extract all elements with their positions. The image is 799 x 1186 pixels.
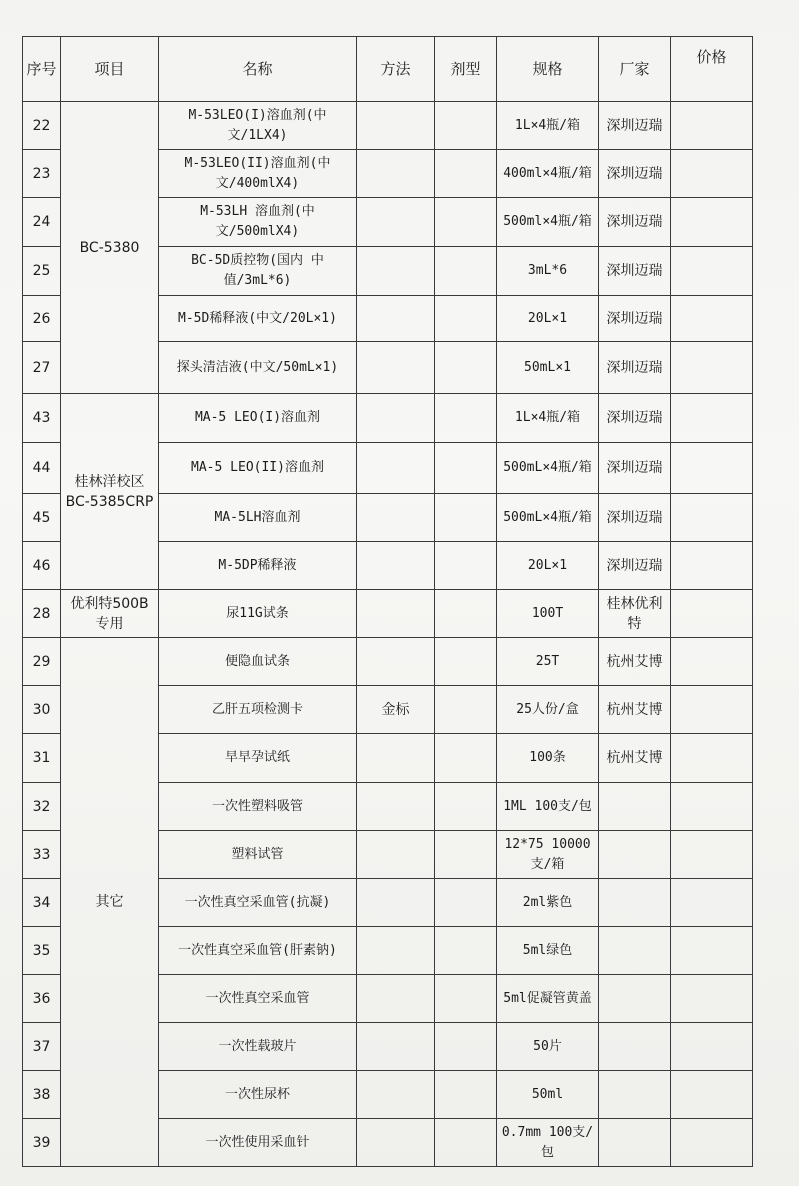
item-price	[671, 542, 753, 590]
project-cell: 桂林洋校区BC-5385CRP	[61, 394, 159, 590]
item-maker: 深圳迈瑞	[599, 296, 671, 342]
item-maker: 深圳迈瑞	[599, 198, 671, 247]
item-method	[357, 150, 435, 198]
table-row	[23, 102, 753, 150]
item-form	[435, 342, 497, 394]
row-seq: 22	[23, 102, 61, 150]
item-form	[435, 198, 497, 247]
item-method	[357, 247, 435, 296]
item-form	[435, 443, 497, 494]
header-price: 价格	[671, 37, 753, 102]
row-seq: 26	[23, 296, 61, 342]
item-price	[671, 927, 753, 975]
table-header-row	[23, 37, 753, 102]
item-maker: 深圳迈瑞	[599, 150, 671, 198]
item-method	[357, 879, 435, 927]
table-row	[23, 638, 753, 686]
item-price	[671, 342, 753, 394]
item-price	[671, 831, 753, 879]
item-form	[435, 247, 497, 296]
item-maker	[599, 1071, 671, 1119]
row-seq: 34	[23, 879, 61, 927]
item-price	[671, 247, 753, 296]
item-spec: 20L×1	[497, 296, 599, 342]
row-seq: 31	[23, 734, 61, 783]
item-maker: 深圳迈瑞	[599, 542, 671, 590]
item-form	[435, 638, 497, 686]
row-seq: 38	[23, 1071, 61, 1119]
item-form	[435, 542, 497, 590]
row-seq: 25	[23, 247, 61, 296]
item-name: 塑料试管	[159, 831, 357, 879]
item-method	[357, 394, 435, 443]
item-form	[435, 783, 497, 831]
item-name: 一次性真空采血管(肝素钠)	[159, 927, 357, 975]
header-form: 剂型	[435, 37, 497, 102]
item-form	[435, 150, 497, 198]
table-row	[23, 590, 753, 638]
item-spec: 500mL×4瓶/箱	[497, 443, 599, 494]
item-spec: 25人份/盒	[497, 686, 599, 734]
item-name: MA-5 LEO(II)溶血剂	[159, 443, 357, 494]
item-spec: 2ml紫色	[497, 879, 599, 927]
item-name: M-53LH 溶血剂(中文/500mlX4)	[159, 198, 357, 247]
row-seq: 27	[23, 342, 61, 394]
item-form	[435, 879, 497, 927]
header-spec: 规格	[497, 37, 599, 102]
item-form	[435, 686, 497, 734]
item-spec: 5ml促凝管黄盖	[497, 975, 599, 1023]
item-spec: 0.7mm 100支/包	[497, 1119, 599, 1167]
item-price	[671, 686, 753, 734]
item-form	[435, 734, 497, 783]
item-spec: 1L×4瓶/箱	[497, 102, 599, 150]
item-maker	[599, 783, 671, 831]
row-seq: 44	[23, 443, 61, 494]
row-seq: 39	[23, 1119, 61, 1167]
item-method	[357, 1119, 435, 1167]
row-seq: 45	[23, 494, 61, 542]
item-method	[357, 342, 435, 394]
item-spec: 500ml×4瓶/箱	[497, 198, 599, 247]
item-name: M-5DP稀释液	[159, 542, 357, 590]
item-name: 一次性使用采血针	[159, 1119, 357, 1167]
row-seq: 30	[23, 686, 61, 734]
item-price	[671, 1023, 753, 1071]
item-spec: 1ML 100支/包	[497, 783, 599, 831]
item-form	[435, 1071, 497, 1119]
row-seq: 28	[23, 590, 61, 638]
header-method: 方法	[357, 37, 435, 102]
item-name: 探头清洁液(中文/50mL×1)	[159, 342, 357, 394]
item-spec: 400ml×4瓶/箱	[497, 150, 599, 198]
item-spec: 12*75 10000支/箱	[497, 831, 599, 879]
item-maker: 深圳迈瑞	[599, 494, 671, 542]
item-method	[357, 296, 435, 342]
item-spec: 100T	[497, 590, 599, 638]
row-seq: 43	[23, 394, 61, 443]
item-name: 一次性尿杯	[159, 1071, 357, 1119]
item-spec: 3mL*6	[497, 247, 599, 296]
item-price	[671, 102, 753, 150]
item-maker: 深圳迈瑞	[599, 102, 671, 150]
item-maker: 深圳迈瑞	[599, 342, 671, 394]
item-name: M-53LEO(II)溶血剂(中文/400mlX4)	[159, 150, 357, 198]
item-maker: 杭州艾博	[599, 686, 671, 734]
item-name: 一次性真空采血管(抗凝)	[159, 879, 357, 927]
item-maker	[599, 879, 671, 927]
row-seq: 36	[23, 975, 61, 1023]
item-maker	[599, 927, 671, 975]
item-method	[357, 638, 435, 686]
item-name: 一次性真空采血管	[159, 975, 357, 1023]
item-method	[357, 975, 435, 1023]
item-form	[435, 102, 497, 150]
project-cell: 其它	[61, 638, 159, 1167]
item-price	[671, 494, 753, 542]
item-spec: 1L×4瓶/箱	[497, 394, 599, 443]
table-row	[23, 394, 753, 443]
item-maker	[599, 831, 671, 879]
item-form	[435, 831, 497, 879]
item-name: 早早孕试纸	[159, 734, 357, 783]
item-price	[671, 1119, 753, 1167]
row-seq: 46	[23, 542, 61, 590]
item-method	[357, 542, 435, 590]
header-name: 名称	[159, 37, 357, 102]
item-spec: 50mL×1	[497, 342, 599, 394]
item-spec: 50片	[497, 1023, 599, 1071]
item-price	[671, 638, 753, 686]
item-maker	[599, 975, 671, 1023]
item-maker: 杭州艾博	[599, 734, 671, 783]
item-form	[435, 975, 497, 1023]
item-maker	[599, 1119, 671, 1167]
reagent-price-table	[22, 36, 753, 1167]
item-method	[357, 443, 435, 494]
item-price	[671, 1071, 753, 1119]
project-cell: 优利特500B专用	[61, 590, 159, 638]
item-name: M-53LEO(I)溶血剂(中文/1LX4)	[159, 102, 357, 150]
item-name: 尿11G试条	[159, 590, 357, 638]
item-form	[435, 1023, 497, 1071]
item-form	[435, 296, 497, 342]
item-method	[357, 590, 435, 638]
item-maker: 杭州艾博	[599, 638, 671, 686]
item-price	[671, 975, 753, 1023]
row-seq: 35	[23, 927, 61, 975]
item-method	[357, 1023, 435, 1071]
item-method	[357, 734, 435, 783]
row-seq: 29	[23, 638, 61, 686]
item-name: 一次性塑料吸管	[159, 783, 357, 831]
item-price	[671, 590, 753, 638]
header-project: 项目	[61, 37, 159, 102]
item-maker: 深圳迈瑞	[599, 443, 671, 494]
item-price	[671, 394, 753, 443]
item-method: 金标	[357, 686, 435, 734]
item-method	[357, 198, 435, 247]
project-cell: BC-5380	[61, 102, 159, 394]
item-maker: 桂林优利特	[599, 590, 671, 638]
item-spec: 100条	[497, 734, 599, 783]
item-form	[435, 590, 497, 638]
item-method	[357, 494, 435, 542]
row-seq: 37	[23, 1023, 61, 1071]
header-seq: 序号	[23, 37, 61, 102]
item-form	[435, 927, 497, 975]
item-method	[357, 1071, 435, 1119]
item-method	[357, 783, 435, 831]
item-price	[671, 783, 753, 831]
item-price	[671, 150, 753, 198]
item-maker: 深圳迈瑞	[599, 394, 671, 443]
item-form	[435, 1119, 497, 1167]
item-price	[671, 198, 753, 247]
table-body	[23, 102, 753, 1167]
item-name: MA-5LH溶血剂	[159, 494, 357, 542]
item-name: BC-5D质控物(国内 中值/3mL*6)	[159, 247, 357, 296]
item-spec: 25T	[497, 638, 599, 686]
row-seq: 24	[23, 198, 61, 247]
item-name: 一次性载玻片	[159, 1023, 357, 1071]
item-maker: 深圳迈瑞	[599, 247, 671, 296]
item-price	[671, 296, 753, 342]
item-price	[671, 734, 753, 783]
item-spec: 20L×1	[497, 542, 599, 590]
item-maker	[599, 1023, 671, 1071]
item-method	[357, 831, 435, 879]
item-spec: 500mL×4瓶/箱	[497, 494, 599, 542]
item-method	[357, 102, 435, 150]
row-seq: 33	[23, 831, 61, 879]
item-name: 乙肝五项检测卡	[159, 686, 357, 734]
item-name: 便隐血试条	[159, 638, 357, 686]
item-price	[671, 879, 753, 927]
item-name: M-5D稀释液(中文/20L×1)	[159, 296, 357, 342]
item-method	[357, 927, 435, 975]
item-form	[435, 394, 497, 443]
item-spec: 50ml	[497, 1071, 599, 1119]
item-form	[435, 494, 497, 542]
item-name: MA-5 LEO(I)溶血剂	[159, 394, 357, 443]
row-seq: 23	[23, 150, 61, 198]
row-seq: 32	[23, 783, 61, 831]
header-maker: 厂家	[599, 37, 671, 102]
item-price	[671, 443, 753, 494]
item-spec: 5ml绿色	[497, 927, 599, 975]
